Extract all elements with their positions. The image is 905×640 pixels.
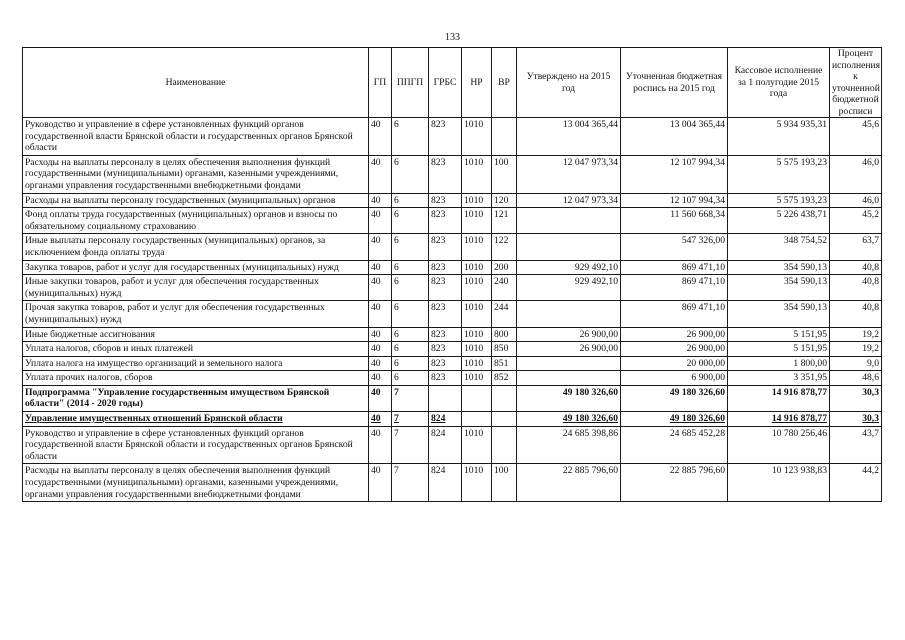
cell-refined: 22 885 796,60 bbox=[621, 464, 728, 502]
col-header-gp: ГП bbox=[369, 48, 392, 118]
cell-refined: 869 471,10 bbox=[621, 275, 728, 301]
cell-nr: 1010 bbox=[462, 356, 492, 371]
cell-refined: 11 560 668,34 bbox=[621, 208, 728, 234]
cell-grbs: 824 bbox=[429, 426, 462, 464]
cell-percent: 40,8 bbox=[830, 260, 882, 275]
cell-name: Уплата прочих налогов, сборов bbox=[23, 371, 369, 386]
cell-grbs: 823 bbox=[429, 301, 462, 327]
cell-ppgp: 7 bbox=[392, 426, 429, 464]
cell-nr: 1010 bbox=[462, 193, 492, 208]
cell-nr: 1010 bbox=[462, 155, 492, 193]
cell-percent: 45,6 bbox=[830, 118, 882, 156]
col-header-ppgp: ППГП bbox=[392, 48, 429, 118]
cell-gp: 40 bbox=[369, 426, 392, 464]
cell-grbs: 823 bbox=[429, 327, 462, 342]
cell-ppgp: 7 bbox=[392, 385, 429, 411]
cell-name: Уплата налога на имущество организаций и земельного налога bbox=[23, 356, 369, 371]
table-row bbox=[23, 208, 882, 234]
table-row bbox=[23, 327, 882, 342]
cell-cash: 10 780 256,46 bbox=[728, 426, 830, 464]
cell-vr: 851 bbox=[492, 356, 517, 371]
cell-percent: 19,2 bbox=[830, 342, 882, 357]
cell-approved: 929 492,10 bbox=[517, 275, 621, 301]
table-row bbox=[23, 118, 882, 156]
cell-cash: 354 590,13 bbox=[728, 275, 830, 301]
table-row bbox=[23, 155, 882, 193]
cell-nr: 1010 bbox=[462, 118, 492, 156]
cell-vr: 850 bbox=[492, 342, 517, 357]
cell-vr: 240 bbox=[492, 275, 517, 301]
cell-approved: 22 885 796,60 bbox=[517, 464, 621, 502]
cell-vr: 852 bbox=[492, 371, 517, 386]
cell-percent: 63,7 bbox=[830, 234, 882, 260]
cell-nr: 1010 bbox=[462, 426, 492, 464]
cell-percent: 9,0 bbox=[830, 356, 882, 371]
cell-ppgp: 7 bbox=[392, 412, 429, 427]
cell-grbs: 823 bbox=[429, 356, 462, 371]
cell-grbs: 823 bbox=[429, 342, 462, 357]
cell-name: Подпрограмма "Управление государственным имуществом Брянской области" (2014 - 2020 годы) bbox=[23, 385, 369, 411]
cell-ppgp: 6 bbox=[392, 260, 429, 275]
cell-percent: 48,6 bbox=[830, 371, 882, 386]
cell-ppgp: 6 bbox=[392, 342, 429, 357]
cell-grbs: 823 bbox=[429, 260, 462, 275]
cell-gp: 40 bbox=[369, 193, 392, 208]
cell-name: Иные выплаты персоналу государственных (муниципальных) органов, за исключением фонда оплаты труда bbox=[23, 234, 369, 260]
cell-cash: 348 754,52 bbox=[728, 234, 830, 260]
cell-gp: 40 bbox=[369, 464, 392, 502]
cell-cash: 354 590,13 bbox=[728, 301, 830, 327]
cell-approved bbox=[517, 301, 621, 327]
cell-cash: 5 151,95 bbox=[728, 327, 830, 342]
cell-ppgp: 6 bbox=[392, 118, 429, 156]
cell-grbs: 823 bbox=[429, 208, 462, 234]
cell-cash: 5 575 193,23 bbox=[728, 155, 830, 193]
cell-percent: 30,3 bbox=[830, 412, 882, 427]
cell-gp: 40 bbox=[369, 327, 392, 342]
cell-name: Прочая закупка товаров, работ и услуг для обеспечения государственных (муниципальных) нужд bbox=[23, 301, 369, 327]
cell-vr bbox=[492, 385, 517, 411]
cell-refined: 869 471,10 bbox=[621, 301, 728, 327]
cell-refined: 547 326,00 bbox=[621, 234, 728, 260]
cell-ppgp: 6 bbox=[392, 301, 429, 327]
cell-refined: 12 107 994,34 bbox=[621, 155, 728, 193]
cell-grbs bbox=[429, 385, 462, 411]
cell-percent: 45,2 bbox=[830, 208, 882, 234]
table-row bbox=[23, 260, 882, 275]
cell-nr: 1010 bbox=[462, 208, 492, 234]
cell-percent: 43,7 bbox=[830, 426, 882, 464]
cell-gp: 40 bbox=[369, 155, 392, 193]
cell-nr: 1010 bbox=[462, 371, 492, 386]
cell-vr: 122 bbox=[492, 234, 517, 260]
cell-gp: 40 bbox=[369, 342, 392, 357]
cell-grbs: 823 bbox=[429, 193, 462, 208]
col-header-vr: ВР bbox=[492, 48, 517, 118]
cell-approved: 49 180 326,60 bbox=[517, 412, 621, 427]
cell-vr bbox=[492, 412, 517, 427]
cell-approved bbox=[517, 234, 621, 260]
cell-nr: 1010 bbox=[462, 260, 492, 275]
cell-percent: 40,8 bbox=[830, 275, 882, 301]
col-header-percent: Процент исполнения к уточненной бюджетной росписи bbox=[830, 48, 882, 118]
cell-vr: 244 bbox=[492, 301, 517, 327]
col-header-name: Наименование bbox=[23, 48, 369, 118]
cell-vr: 100 bbox=[492, 464, 517, 502]
col-header-approved: Утверждено на 2015 год bbox=[517, 48, 621, 118]
cell-cash: 14 916 878,77 bbox=[728, 385, 830, 411]
cell-percent: 44,2 bbox=[830, 464, 882, 502]
budget-table bbox=[22, 47, 882, 502]
cell-cash: 354 590,13 bbox=[728, 260, 830, 275]
table-row bbox=[23, 193, 882, 208]
cell-cash: 5 934 935,31 bbox=[728, 118, 830, 156]
table-row bbox=[23, 464, 882, 502]
cell-name: Руководство и управление в сфере установленных функций органов государственной власти Брянской области и государственных органов Брянской области bbox=[23, 426, 369, 464]
cell-vr: 800 bbox=[492, 327, 517, 342]
cell-name: Иные закупки товаров, работ и услуг для обеспечения государственных (муниципальных) нужд bbox=[23, 275, 369, 301]
cell-ppgp: 6 bbox=[392, 371, 429, 386]
page-number: 133 bbox=[445, 32, 460, 43]
cell-cash: 5 151,95 bbox=[728, 342, 830, 357]
table-row bbox=[23, 426, 882, 464]
cell-cash: 5 226 438,71 bbox=[728, 208, 830, 234]
col-header-refined: Уточненная бюджетная роспись на 2015 год bbox=[621, 48, 728, 118]
cell-ppgp: 6 bbox=[392, 193, 429, 208]
cell-grbs: 823 bbox=[429, 275, 462, 301]
cell-refined: 12 107 994,34 bbox=[621, 193, 728, 208]
cell-gp: 40 bbox=[369, 356, 392, 371]
table-row bbox=[23, 275, 882, 301]
cell-gp: 40 bbox=[369, 208, 392, 234]
cell-cash: 1 800,00 bbox=[728, 356, 830, 371]
cell-name: Руководство и управление в сфере установленных функций органов государственной власти Брянской области и государственных органов Брянской области bbox=[23, 118, 369, 156]
cell-vr: 200 bbox=[492, 260, 517, 275]
cell-refined: 26 900,00 bbox=[621, 327, 728, 342]
cell-name: Фонд оплаты труда государственных (муниципальных) органов и взносы по обязательному социальному страхованию bbox=[23, 208, 369, 234]
cell-grbs: 823 bbox=[429, 371, 462, 386]
col-header-cash: Кассовое исполнение за 1 полугодие 2015 года bbox=[728, 48, 830, 118]
cell-ppgp: 6 bbox=[392, 234, 429, 260]
cell-name: Уплата налогов, сборов и иных платежей bbox=[23, 342, 369, 357]
cell-nr: 1010 bbox=[462, 342, 492, 357]
table-row bbox=[23, 412, 882, 427]
cell-ppgp: 6 bbox=[392, 327, 429, 342]
cell-name: Расходы на выплаты персоналу в целях обеспечения выполнения функций государственными (муниципальными) органами, казенными учреждениями, органами управления государственными внебюджетными фондами bbox=[23, 155, 369, 193]
cell-percent: 40,8 bbox=[830, 301, 882, 327]
cell-ppgp: 6 bbox=[392, 155, 429, 193]
cell-vr: 100 bbox=[492, 155, 517, 193]
cell-grbs: 823 bbox=[429, 118, 462, 156]
cell-approved bbox=[517, 208, 621, 234]
cell-approved: 12 047 973,34 bbox=[517, 193, 621, 208]
cell-grbs: 824 bbox=[429, 464, 462, 502]
table-row bbox=[23, 385, 882, 411]
cell-cash: 3 351,95 bbox=[728, 371, 830, 386]
cell-nr: 1010 bbox=[462, 301, 492, 327]
cell-approved: 26 900,00 bbox=[517, 327, 621, 342]
cell-nr: 1010 bbox=[462, 464, 492, 502]
cell-refined: 869 471,10 bbox=[621, 260, 728, 275]
cell-refined: 13 004 365,44 bbox=[621, 118, 728, 156]
cell-nr: 1010 bbox=[462, 234, 492, 260]
cell-approved bbox=[517, 356, 621, 371]
table-header bbox=[23, 48, 882, 118]
cell-refined: 6 900,00 bbox=[621, 371, 728, 386]
table-row bbox=[23, 371, 882, 386]
cell-ppgp: 6 bbox=[392, 208, 429, 234]
cell-refined: 26 900,00 bbox=[621, 342, 728, 357]
cell-name: Расходы на выплаты персоналу в целях обеспечения выполнения функций государственными (муниципальными) органами, казенными учреждениями, органами управления государственными внебюджетными фондами bbox=[23, 464, 369, 502]
cell-vr bbox=[492, 118, 517, 156]
cell-ppgp: 6 bbox=[392, 356, 429, 371]
cell-name: Управление имущественных отношений Брянской области bbox=[23, 412, 369, 427]
cell-approved: 929 492,10 bbox=[517, 260, 621, 275]
table-row bbox=[23, 356, 882, 371]
cell-grbs: 824 bbox=[429, 412, 462, 427]
cell-nr: 1010 bbox=[462, 275, 492, 301]
table-row bbox=[23, 301, 882, 327]
table-body bbox=[23, 118, 882, 502]
cell-cash: 14 916 878,77 bbox=[728, 412, 830, 427]
cell-nr bbox=[462, 412, 492, 427]
cell-gp: 40 bbox=[369, 412, 392, 427]
col-header-nr: НР bbox=[462, 48, 492, 118]
cell-ppgp: 6 bbox=[392, 275, 429, 301]
cell-name: Иные бюджетные ассигнования bbox=[23, 327, 369, 342]
cell-percent: 19,2 bbox=[830, 327, 882, 342]
col-header-grbs: ГРБС bbox=[429, 48, 462, 118]
cell-approved: 49 180 326,60 bbox=[517, 385, 621, 411]
cell-gp: 40 bbox=[369, 301, 392, 327]
cell-approved: 24 685 398,86 bbox=[517, 426, 621, 464]
cell-refined: 20 000,00 bbox=[621, 356, 728, 371]
cell-percent: 46,0 bbox=[830, 155, 882, 193]
cell-gp: 40 bbox=[369, 118, 392, 156]
cell-approved: 13 004 365,44 bbox=[517, 118, 621, 156]
cell-vr bbox=[492, 426, 517, 464]
cell-vr: 120 bbox=[492, 193, 517, 208]
table-row bbox=[23, 342, 882, 357]
cell-approved: 12 047 973,34 bbox=[517, 155, 621, 193]
cell-percent: 30,3 bbox=[830, 385, 882, 411]
cell-gp: 40 bbox=[369, 234, 392, 260]
cell-name: Расходы на выплаты персоналу государственных (муниципальных) органов bbox=[23, 193, 369, 208]
cell-ppgp: 7 bbox=[392, 464, 429, 502]
cell-cash: 5 575 193,23 bbox=[728, 193, 830, 208]
cell-grbs: 823 bbox=[429, 234, 462, 260]
cell-nr bbox=[462, 385, 492, 411]
cell-gp: 40 bbox=[369, 371, 392, 386]
cell-refined: 49 180 326,60 bbox=[621, 412, 728, 427]
cell-percent: 46,0 bbox=[830, 193, 882, 208]
cell-gp: 40 bbox=[369, 275, 392, 301]
cell-name: Закупка товаров, работ и услуг для государственных (муниципальных) нужд bbox=[23, 260, 369, 275]
cell-refined: 49 180 326,60 bbox=[621, 385, 728, 411]
cell-vr: 121 bbox=[492, 208, 517, 234]
table-row bbox=[23, 234, 882, 260]
cell-grbs: 823 bbox=[429, 155, 462, 193]
cell-gp: 40 bbox=[369, 385, 392, 411]
cell-gp: 40 bbox=[369, 260, 392, 275]
cell-approved: 26 900,00 bbox=[517, 342, 621, 357]
cell-cash: 10 123 938,83 bbox=[728, 464, 830, 502]
cell-approved bbox=[517, 371, 621, 386]
cell-refined: 24 685 452,28 bbox=[621, 426, 728, 464]
cell-nr: 1010 bbox=[462, 327, 492, 342]
